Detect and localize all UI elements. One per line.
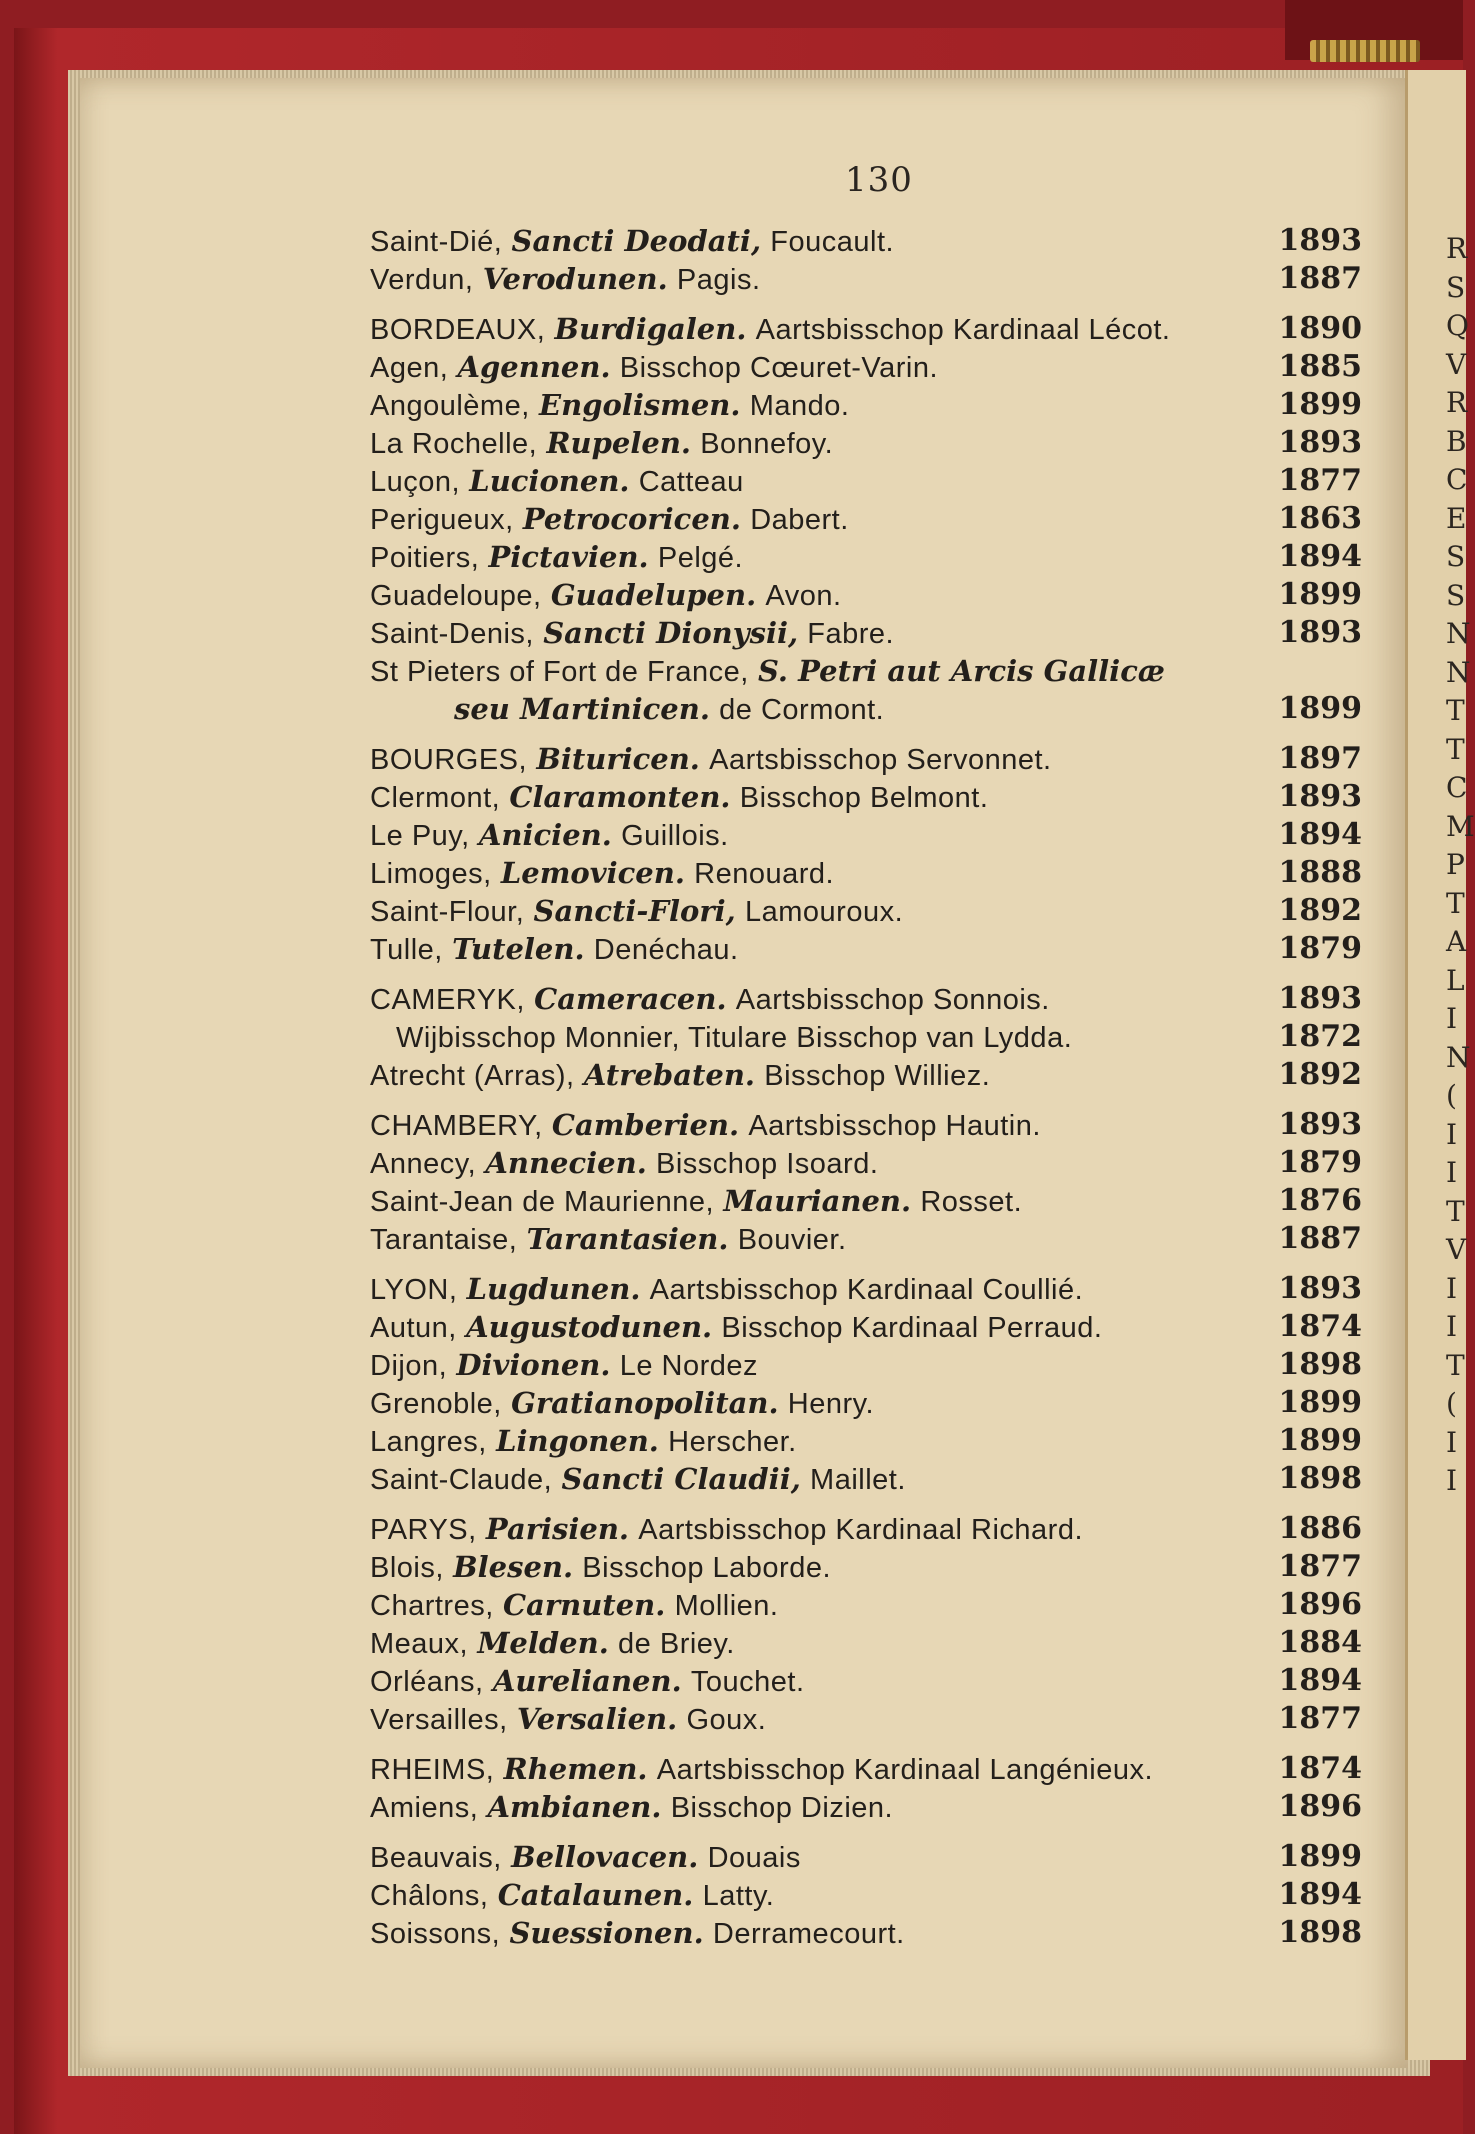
- year: 1897: [1278, 741, 1362, 776]
- bishop-name: Aartsbisschop Hautin.: [748, 1110, 1041, 1142]
- year: 1899: [1278, 577, 1362, 612]
- latin-name: Sancti-Flori,: [533, 894, 736, 928]
- entry-text: [370, 652, 1165, 691]
- latin-name: Sancti Claudii,: [561, 1462, 801, 1496]
- place-name: Grenoble,: [370, 1388, 502, 1420]
- bishop-name: Aartsbisschop Kardinaal Coullié.: [649, 1274, 1084, 1306]
- bishop-name: Aartsbisschop Sonnois.: [735, 984, 1050, 1016]
- entry-text: [370, 348, 938, 387]
- diocese-entry: [370, 222, 1380, 260]
- next-page-letter: R: [1446, 232, 1468, 265]
- place-name: Annecy,: [370, 1148, 477, 1180]
- place-name: Autun,: [370, 1312, 457, 1344]
- entry-text: [370, 500, 849, 539]
- diocese-entry: [370, 1270, 1380, 1308]
- next-page-letter: I: [1446, 1310, 1458, 1343]
- year: 1893: [1278, 615, 1362, 650]
- entry-text: [370, 1510, 1083, 1549]
- year: 1886: [1278, 1511, 1362, 1546]
- entry-text: [370, 930, 739, 969]
- latin-name: Maurianen.: [723, 1184, 912, 1218]
- diocese-entry: [370, 1788, 1380, 1826]
- bishop-name: Aartsbisschop Kardinaal Richard.: [638, 1514, 1084, 1546]
- bishop-name: Bisschop Williez.: [764, 1060, 991, 1092]
- year: 1893: [1278, 1107, 1362, 1142]
- diocese-entry: [370, 1548, 1380, 1586]
- entry-text: [370, 1838, 801, 1877]
- diocese-entry: [370, 1662, 1380, 1700]
- bishop-name: Mando.: [749, 390, 850, 422]
- entry-text: [370, 1548, 831, 1587]
- bishop-name: Douais: [707, 1842, 801, 1874]
- bishop-name: Dabert.: [750, 504, 849, 536]
- place-name: Le Puy,: [370, 820, 470, 852]
- next-page-letter: I: [1446, 1271, 1458, 1305]
- diocese-entry: [370, 778, 1380, 816]
- diocese-entry: [370, 740, 1380, 778]
- latin-name: Burdigalen.: [554, 312, 747, 346]
- place-name: Verdun,: [370, 264, 474, 296]
- latin-name: Pictavien.: [488, 540, 649, 574]
- place-name: BOURGES,: [370, 744, 528, 776]
- latin-name: Petrocoricen.: [522, 502, 741, 536]
- year: 1893: [1278, 223, 1362, 258]
- place-name: Chartres,: [370, 1590, 494, 1622]
- place-name: Orléans,: [370, 1666, 484, 1698]
- entry-text: [370, 1182, 1022, 1221]
- year: 1899: [1278, 387, 1362, 422]
- diocese-entry: [370, 462, 1380, 500]
- year: 1898: [1278, 1915, 1362, 1950]
- entry-text: [370, 222, 894, 261]
- entry-text: [370, 1220, 847, 1259]
- bishop-name: Bisschop Belmont.: [739, 782, 989, 814]
- latin-name: Augustodunen.: [466, 1310, 713, 1344]
- year: 1892: [1278, 1057, 1362, 1092]
- latin-name: Catalaunen.: [497, 1878, 694, 1912]
- bishop-name: Latty.: [702, 1880, 775, 1912]
- next-page-letter: T: [1446, 1194, 1465, 1228]
- next-page-letter: L: [1446, 963, 1465, 997]
- place-name: Amiens,: [370, 1792, 479, 1824]
- entry-text: [370, 778, 988, 817]
- year: 1876: [1278, 1183, 1362, 1218]
- latin-name: Camberien.: [551, 1108, 740, 1142]
- place-name: Luçon,: [370, 466, 461, 498]
- place-name: Tulle,: [370, 934, 443, 966]
- latin-name: Tutelen.: [452, 932, 585, 966]
- entry-text: [370, 690, 884, 729]
- year: 1890: [1278, 311, 1362, 346]
- diocese-entry: [370, 892, 1380, 930]
- place-name: Saint-Flour,: [370, 896, 525, 928]
- latin-name: Tarantasien.: [526, 1222, 729, 1256]
- place-name: Tarantaise,: [370, 1224, 518, 1256]
- next-page-letter: C: [1446, 771, 1468, 804]
- entry-text: [370, 1270, 1083, 1309]
- entry-text: [370, 386, 849, 425]
- entry-text: [370, 260, 761, 299]
- diocese-entry: [370, 538, 1380, 576]
- latin-name: Anicien.: [478, 818, 612, 852]
- bishop-name: Mollien.: [674, 1590, 779, 1622]
- bishop-name: Renouard.: [694, 858, 835, 890]
- year: 1898: [1278, 1347, 1362, 1382]
- year: 1898: [1278, 1461, 1362, 1496]
- latin-name: Aurelianen.: [492, 1664, 682, 1698]
- place-name: Versailles,: [370, 1704, 508, 1736]
- next-page-letter: V: [1446, 1233, 1467, 1266]
- diocese-entry: [370, 1106, 1380, 1144]
- bishop-name: Maillet.: [810, 1464, 906, 1496]
- bishop-name: Derramecourt.: [712, 1918, 905, 1950]
- bishop-name: Bisschop Laborde.: [582, 1552, 832, 1584]
- bishop-name: Lamouroux.: [745, 896, 904, 928]
- entry-text: [370, 1422, 797, 1461]
- bishop-name: Bisschop Dizien.: [670, 1792, 894, 1824]
- diocese-entry: [370, 930, 1380, 968]
- place-name: Meaux,: [370, 1628, 469, 1660]
- latin-name: Versalien.: [516, 1702, 678, 1736]
- place-name: PARYS,: [370, 1514, 477, 1546]
- next-page-letter: T: [1446, 694, 1465, 727]
- year: 1894: [1278, 539, 1362, 574]
- bishop-name: Pagis.: [676, 264, 761, 296]
- bishop-name: Henry.: [787, 1388, 875, 1420]
- latin-name: Guadelupen.: [550, 578, 757, 612]
- entry-text: [370, 1876, 774, 1915]
- next-page-letter: S: [1446, 540, 1466, 573]
- place-name: Perigueux,: [370, 504, 514, 536]
- place-name: Châlons,: [370, 1880, 489, 1912]
- year: 1899: [1278, 691, 1362, 726]
- place-name: Clermont,: [370, 782, 501, 814]
- bishop-name: Herscher.: [668, 1426, 797, 1458]
- next-page-letter: C: [1446, 463, 1468, 496]
- latin-name: Divionen.: [456, 1348, 611, 1382]
- next-page-letter: P: [1446, 848, 1465, 881]
- diocese-entry: [370, 1624, 1380, 1662]
- entry-text: [370, 614, 894, 653]
- next-page-letter: I: [1446, 1156, 1458, 1189]
- spine-ornament: [1310, 40, 1420, 62]
- year: 1893: [1278, 1271, 1362, 1306]
- diocese-list: [370, 222, 1380, 1952]
- place-name: Saint-Claude,: [370, 1464, 553, 1496]
- place-name: CAMERYK,: [370, 984, 525, 1016]
- next-page-letter: V: [1446, 347, 1467, 381]
- next-page-letter: I: [1446, 1117, 1458, 1151]
- diocese-entry: [370, 424, 1380, 462]
- bishop-name: Bouvier.: [737, 1224, 847, 1256]
- latin-name: Ambianen.: [487, 1790, 662, 1824]
- diocese-entry: [370, 1220, 1380, 1258]
- latin-name: Rupelen.: [546, 426, 691, 460]
- bishop-name: Avon.: [765, 580, 842, 612]
- next-page-letter: I: [1446, 1425, 1458, 1459]
- year: 1894: [1278, 1663, 1362, 1698]
- diocese-entry: [370, 1838, 1380, 1876]
- bishop-name: Bonnefoy.: [700, 428, 834, 460]
- latin-name: Lugdunen.: [466, 1272, 641, 1306]
- next-page-letter: S: [1446, 578, 1466, 612]
- diocese-entry: [370, 576, 1380, 614]
- latin-name: Carnuten.: [502, 1588, 666, 1622]
- diocese-entry: [370, 1700, 1380, 1738]
- place-name: Beauvais,: [370, 1842, 502, 1874]
- diocese-entry: [370, 980, 1380, 1018]
- latin-name: seu Martinicen.: [454, 692, 710, 726]
- next-page-letter: I: [1446, 1002, 1458, 1035]
- diocese-entry: [370, 816, 1380, 854]
- latin-name: Agennen.: [457, 350, 611, 384]
- place-name: LYON,: [370, 1274, 458, 1306]
- next-page-letter: (: [1446, 1387, 1457, 1420]
- bishop-name: Bisschop Isoard.: [656, 1148, 879, 1180]
- entry-text: [370, 1586, 779, 1625]
- latin-name: Atrebaten.: [583, 1058, 756, 1092]
- year: 1874: [1278, 1751, 1362, 1786]
- place-name: Angoulème,: [370, 390, 530, 422]
- next-page-letter: N: [1446, 1040, 1471, 1074]
- year: 1888: [1278, 855, 1362, 890]
- entry-text: [370, 538, 743, 577]
- diocese-entry: [370, 690, 1380, 728]
- diocese-entry: [370, 1384, 1380, 1422]
- entry-text: [370, 1700, 766, 1739]
- entry-text: [370, 740, 1052, 779]
- bishop-name: Aartsbisschop Kardinaal Langénieux.: [656, 1754, 1154, 1786]
- entry-text: [370, 1144, 878, 1183]
- next-page-letter: T: [1446, 886, 1465, 920]
- place-name: Saint-Denis,: [370, 618, 534, 650]
- bishop-name: Denéchau.: [593, 934, 739, 966]
- place-name: Soissons,: [370, 1918, 501, 1950]
- bishop-name: Foucault.: [770, 226, 895, 258]
- year: 1896: [1278, 1587, 1362, 1622]
- diocese-entry: [370, 260, 1380, 298]
- next-page-letter: S: [1446, 270, 1466, 304]
- year: 1893: [1278, 981, 1362, 1016]
- year: 1879: [1278, 1145, 1362, 1180]
- latin-name: Parisien.: [485, 1512, 630, 1546]
- year: 1892: [1278, 893, 1362, 928]
- entry-text: [370, 310, 1170, 349]
- diocese-entry: [370, 1308, 1380, 1346]
- diocese-entry: [370, 1182, 1380, 1220]
- diocese-entry: [370, 1586, 1380, 1624]
- latin-name: Cameracen.: [534, 982, 727, 1016]
- bishop-name: Aartsbisschop Servonnet.: [709, 744, 1052, 776]
- latin-name: Melden.: [477, 1626, 609, 1660]
- diocese-entry: [370, 1144, 1380, 1182]
- place-name: Guadeloupe,: [370, 580, 542, 612]
- diocese-entry: [370, 1346, 1380, 1384]
- entry-text: [370, 576, 842, 615]
- latin-name: Engolismen.: [539, 388, 741, 422]
- year: 1877: [1278, 1701, 1362, 1736]
- entry-text: [370, 1056, 990, 1095]
- year: 1894: [1278, 817, 1362, 852]
- diocese-entry: [370, 310, 1380, 348]
- diocese-entry: [370, 652, 1380, 690]
- entry-text: [370, 1750, 1153, 1789]
- entry-text: [370, 1460, 906, 1499]
- diocese-entry: [370, 1460, 1380, 1498]
- next-page-letter: N: [1446, 655, 1471, 689]
- latin-name: Annecien.: [485, 1146, 647, 1180]
- place-name: Agen,: [370, 352, 449, 384]
- bishop-name: Rosset.: [920, 1186, 1023, 1218]
- year: 1893: [1278, 779, 1362, 814]
- bishop-name: Bisschop Kardinaal Perraud.: [721, 1312, 1103, 1344]
- year: 1893: [1278, 425, 1362, 460]
- place-name: Wijbisschop Monnier, Titulare Bisschop van Lydda.: [396, 1022, 1073, 1054]
- entry-text: [370, 1788, 893, 1827]
- place-name: St Pieters of Fort de France,: [370, 656, 749, 688]
- diocese-entry: [370, 614, 1380, 652]
- year: 1899: [1278, 1385, 1362, 1420]
- bishop-name: Bisschop Cœuret-Varin.: [619, 352, 939, 384]
- bishop-name: Aartsbisschop Kardinaal Lécot.: [755, 314, 1171, 346]
- bishop-name: Pelgé.: [657, 542, 744, 574]
- next-page-letter: Q: [1446, 309, 1469, 342]
- entry-text: [370, 816, 729, 855]
- entry-text: [370, 980, 1050, 1019]
- year: 1877: [1278, 1549, 1362, 1584]
- entry-text: [370, 1346, 758, 1385]
- diocese-entry: [370, 1510, 1380, 1548]
- place-name: Atrecht (Arras),: [370, 1060, 575, 1092]
- next-page-letter: E: [1446, 501, 1467, 535]
- year: 1877: [1278, 463, 1362, 498]
- entry-text: [370, 1662, 805, 1701]
- place-name: CHAMBERY,: [370, 1110, 543, 1142]
- latin-name: Rhemen.: [503, 1752, 648, 1786]
- entry-text: [370, 1384, 874, 1423]
- bishop-name: de Cormont.: [719, 694, 885, 726]
- next-page-letter: R: [1446, 386, 1468, 419]
- diocese-entry: [370, 1056, 1380, 1094]
- place-name: Limoges,: [370, 858, 492, 890]
- year: 1884: [1278, 1625, 1362, 1660]
- bishop-name: Guillois.: [621, 820, 729, 852]
- diocese-entry: [370, 1914, 1380, 1952]
- entry-text: [370, 892, 903, 931]
- latin-name: Lingonen.: [496, 1424, 659, 1458]
- latin-name: Gratianopolitan.: [511, 1386, 779, 1420]
- entry-text: [370, 854, 834, 893]
- latin-name: Suessionen.: [509, 1916, 704, 1950]
- year: 1899: [1278, 1839, 1362, 1874]
- latin-name: Sancti Dionysii,: [543, 616, 799, 650]
- diocese-entry: [370, 386, 1380, 424]
- place-name: La Rochelle,: [370, 428, 538, 460]
- next-page-letter: T: [1446, 1348, 1465, 1382]
- bishop-name: de Briey.: [618, 1628, 735, 1660]
- next-page-letter: M: [1446, 809, 1475, 843]
- place-name: Langres,: [370, 1426, 487, 1458]
- latin-name: Bituricen.: [536, 742, 700, 776]
- year: 1887: [1278, 261, 1362, 296]
- entry-text: [370, 1106, 1041, 1145]
- latin-name: Bellovacen.: [511, 1840, 699, 1874]
- bishop-name: Fabre.: [807, 618, 895, 650]
- diocese-entry: [370, 1750, 1380, 1788]
- place-name: Blois,: [370, 1552, 444, 1584]
- entry-text: [370, 1624, 735, 1663]
- place-name: Poitiers,: [370, 542, 480, 574]
- bishop-name: Touchet.: [690, 1666, 805, 1698]
- diocese-entry: [370, 1018, 1380, 1056]
- entry-text: [370, 462, 744, 501]
- year: 1863: [1278, 501, 1362, 536]
- place-name: RHEIMS,: [370, 1754, 495, 1786]
- place-name: BORDEAUX,: [370, 314, 546, 346]
- year: 1879: [1278, 931, 1362, 966]
- bishop-name: Catteau: [638, 466, 744, 498]
- bishop-name: Goux.: [686, 1704, 767, 1736]
- next-page-letter: A: [1446, 925, 1467, 958]
- place-name: Dijon,: [370, 1350, 448, 1382]
- latin-name: Sancti Deodati,: [511, 224, 762, 258]
- next-page-letter: (: [1446, 1079, 1457, 1112]
- year: 1874: [1278, 1309, 1362, 1344]
- year: 1896: [1278, 1789, 1362, 1824]
- diocese-entry: [370, 500, 1380, 538]
- year: 1872: [1278, 1019, 1362, 1054]
- page-number: 130: [845, 160, 913, 200]
- year: 1885: [1278, 349, 1362, 384]
- entry-text: [370, 1018, 1072, 1057]
- next-page-letter: T: [1446, 732, 1465, 766]
- diocese-entry: [370, 1876, 1380, 1914]
- latin-name: Lucionen.: [469, 464, 630, 498]
- entry-text: [370, 424, 833, 463]
- latin-name: Claramonten.: [509, 780, 731, 814]
- latin-name: S. Petri aut Arcis Gallicæ: [757, 654, 1165, 688]
- next-page-letter: B: [1446, 424, 1467, 458]
- entry-text: [370, 1308, 1102, 1347]
- latin-name: Lemovicen.: [500, 856, 685, 890]
- year: 1887: [1278, 1221, 1362, 1256]
- latin-name: Verodunen.: [482, 262, 668, 296]
- diocese-entry: [370, 1422, 1380, 1460]
- latin-name: Blesen.: [453, 1550, 574, 1584]
- bishop-name: Le Nordez: [619, 1350, 758, 1382]
- entry-text: [370, 1914, 905, 1953]
- next-page-letter: I: [1446, 1464, 1458, 1497]
- year: 1899: [1278, 1423, 1362, 1458]
- place-name: Saint-Jean de Maurienne,: [370, 1186, 715, 1218]
- diocese-entry: [370, 854, 1380, 892]
- place-name: Saint-Dié,: [370, 226, 503, 258]
- diocese-entry: [370, 348, 1380, 386]
- year: 1894: [1278, 1877, 1362, 1912]
- next-page-letter: N: [1446, 617, 1471, 650]
